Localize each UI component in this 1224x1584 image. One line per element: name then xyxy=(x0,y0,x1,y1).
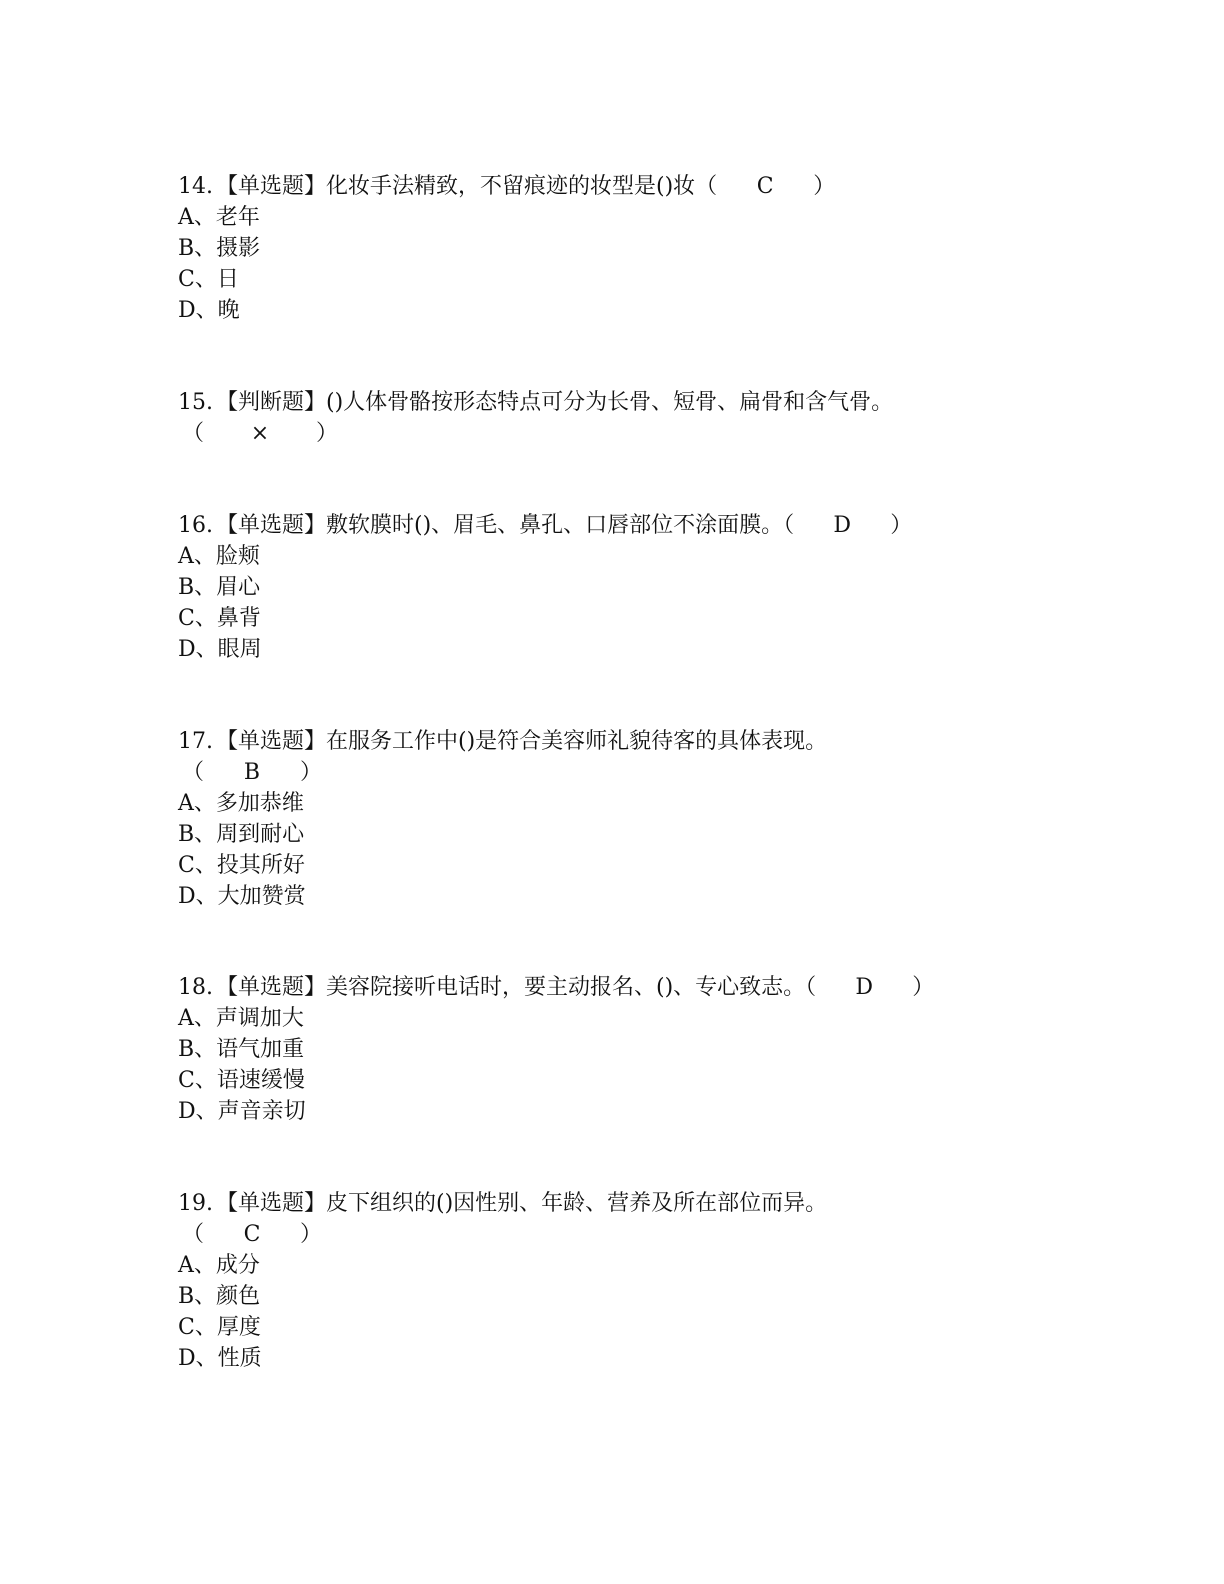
question-stem: 在服务工作中()是符合美容师礼貌待客的具体表现。 xyxy=(326,729,828,754)
question-type: 【单选题】 xyxy=(216,174,327,199)
question-number: 17. xyxy=(178,729,213,754)
answer-line xyxy=(178,757,1078,788)
question-type: 【判断题】 xyxy=(216,390,327,415)
option-a: A、多加恭维 xyxy=(178,791,304,816)
question-stem: 皮下组织的()因性别、年龄、营养及所在部位而异。 xyxy=(326,1191,828,1216)
option-b: B、颜色 xyxy=(178,1284,261,1309)
answer-close-paren: ） xyxy=(912,975,935,1000)
question-stem-line xyxy=(178,387,1078,418)
answer-value: × xyxy=(250,421,270,446)
question-type: 【单选题】 xyxy=(216,975,327,1000)
option-b: B、摄影 xyxy=(178,236,261,261)
answer-open-paren: （ xyxy=(182,760,205,785)
option-c: C、鼻背 xyxy=(178,606,261,631)
question-number: 14. xyxy=(178,174,213,199)
answer-close-paren: ） xyxy=(813,174,836,199)
answer-line xyxy=(178,1219,1078,1250)
question-type: 【单选题】 xyxy=(216,1191,327,1216)
answer-value: B xyxy=(243,760,261,785)
option-a: A、成分 xyxy=(178,1253,260,1278)
answer-value: C xyxy=(243,1222,261,1247)
question-type: 【单选题】 xyxy=(216,513,327,538)
option-b: B、眉心 xyxy=(178,575,261,600)
question-stem-line xyxy=(178,972,1078,1003)
question-15 xyxy=(178,387,1078,449)
option-d: D、声音亲切 xyxy=(178,1099,306,1124)
option-a: A、声调加大 xyxy=(178,1006,304,1031)
answer-close-paren: ） xyxy=(300,760,323,785)
question-number: 16. xyxy=(178,513,213,538)
answer-open-paren: （ xyxy=(182,1222,205,1247)
answer-value: D xyxy=(833,513,851,538)
question-18 xyxy=(178,972,1078,1127)
option-c: C、投其所好 xyxy=(178,853,305,878)
answer-line xyxy=(178,418,1078,449)
option-d: D、大加赞赏 xyxy=(178,884,306,909)
answer-close-paren: ） xyxy=(316,421,339,446)
option-a: A、脸颊 xyxy=(178,544,260,569)
question-stem-line xyxy=(178,171,1078,202)
option-b: B、语气加重 xyxy=(178,1037,305,1062)
question-number: 19. xyxy=(178,1191,213,1216)
question-14 xyxy=(178,171,1078,326)
option-d: D、眼周 xyxy=(178,637,262,662)
question-stem: 化妆手法精致，不留痕迹的妆型是()妆（ xyxy=(326,174,718,199)
option-d: D、晚 xyxy=(178,298,240,323)
question-16 xyxy=(178,510,1078,665)
question-stem-line xyxy=(178,1188,1078,1219)
answer-value: D xyxy=(855,975,873,1000)
option-c: C、日 xyxy=(178,267,239,292)
question-stem: 美容院接听电话时，要主动报名、()、专心致志。（ xyxy=(326,975,817,1000)
option-d: D、性质 xyxy=(178,1346,262,1371)
option-a: A、老年 xyxy=(178,205,260,230)
question-stem: 敷软膜时()、眉毛、鼻孔、口唇部位不涂面膜。（ xyxy=(326,513,795,538)
question-stem: ()人体骨骼按形态特点可分为长骨、短骨、扁骨和含气骨。 xyxy=(326,390,894,415)
answer-open-paren: （ xyxy=(182,421,205,446)
question-19 xyxy=(178,1188,1078,1374)
question-stem-line xyxy=(178,510,1078,541)
answer-close-paren: ） xyxy=(890,513,913,538)
question-stem-line xyxy=(178,726,1078,757)
question-type: 【单选题】 xyxy=(216,729,327,754)
question-17 xyxy=(178,726,1078,912)
option-b: B、周到耐心 xyxy=(178,822,305,847)
question-number: 18. xyxy=(178,975,213,1000)
option-c: C、语速缓慢 xyxy=(178,1068,305,1093)
answer-value: C xyxy=(756,174,774,199)
question-number: 15. xyxy=(178,390,213,415)
option-c: C、厚度 xyxy=(178,1315,261,1340)
answer-close-paren: ） xyxy=(300,1222,323,1247)
